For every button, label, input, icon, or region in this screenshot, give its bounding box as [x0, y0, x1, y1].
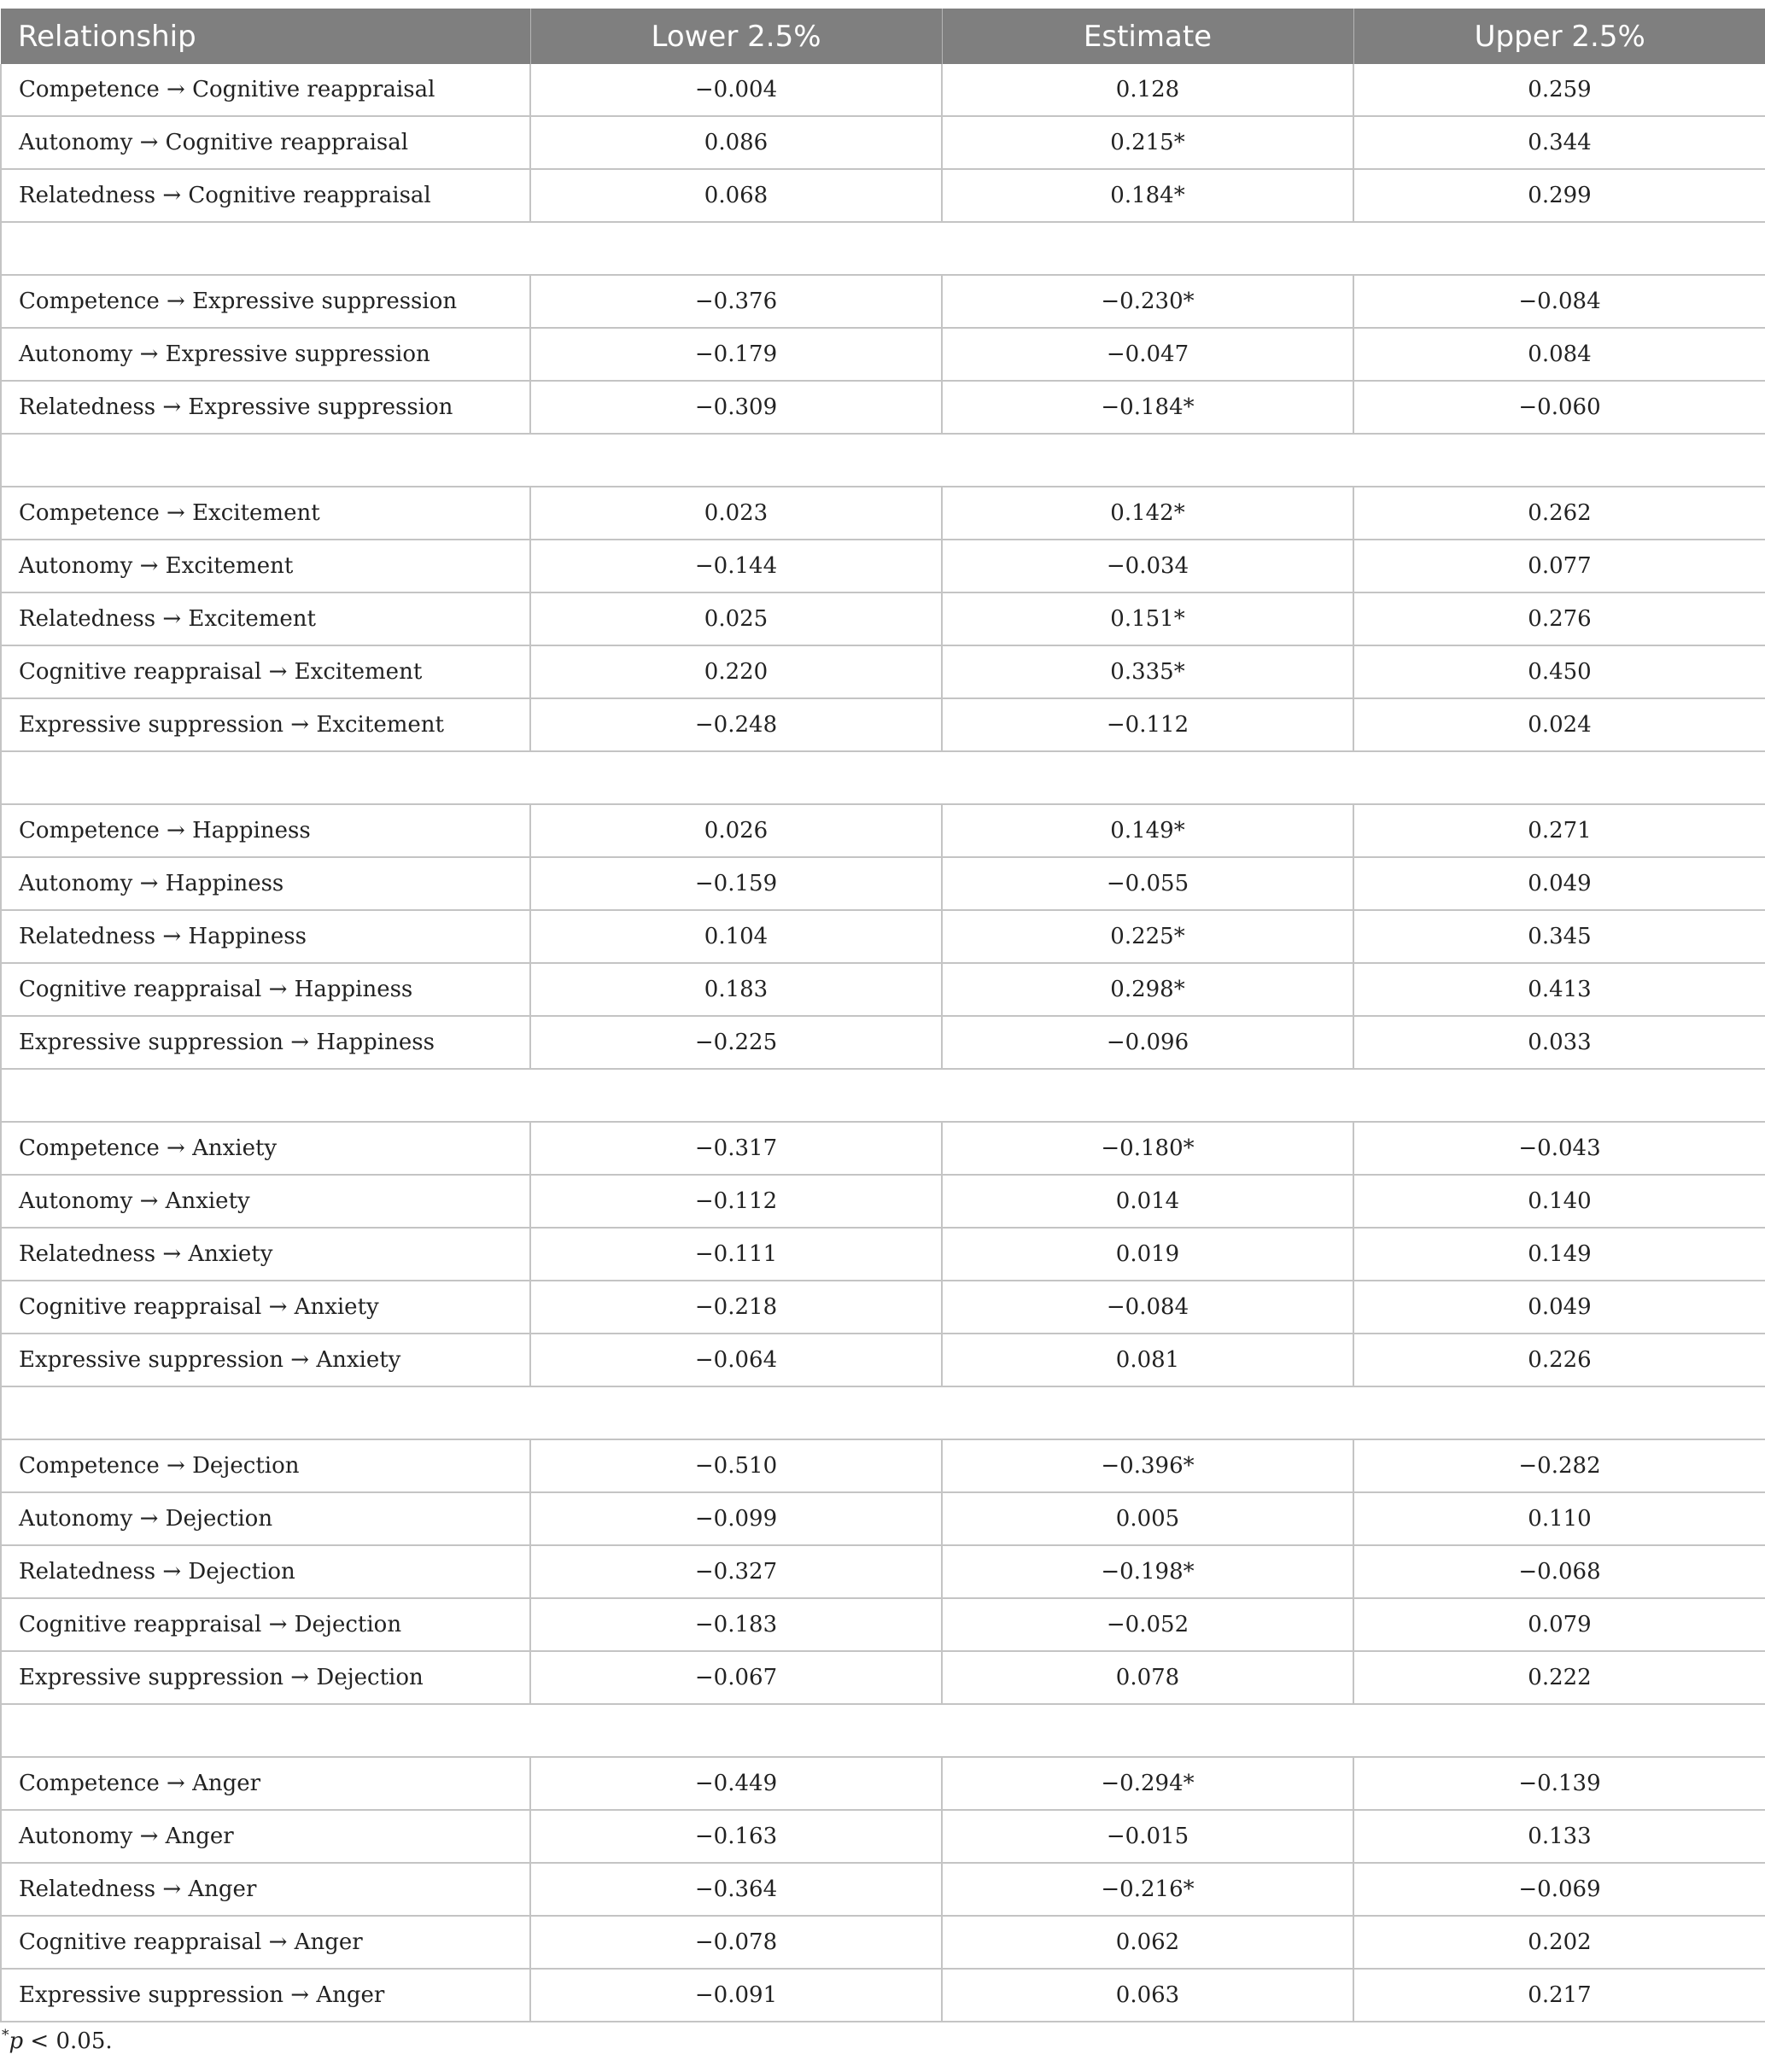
cell-lower: −0.510 — [530, 1439, 942, 1492]
cell-estimate: 0.062 — [942, 1916, 1353, 1969]
cell-relationship: Autonomy → Anger — [1, 1810, 530, 1863]
cell-estimate: 0.078 — [942, 1651, 1353, 1704]
table-row — [1, 645, 1765, 698]
cell-upper: 0.259 — [1353, 64, 1765, 116]
cell-relationship: Cognitive reappraisal → Excitement — [1, 645, 530, 698]
table-row — [1, 1175, 1765, 1228]
cell-relationship: Relatedness → Expressive suppression — [1, 381, 530, 434]
cell-relationship: Expressive suppression → Dejection — [1, 1651, 530, 1704]
group-separator-cell — [1, 1386, 1765, 1439]
table-row — [1, 698, 1765, 751]
cell-relationship: Expressive suppression → Excitement — [1, 698, 530, 751]
cell-estimate: −0.052 — [942, 1598, 1353, 1651]
cell-lower: −0.327 — [530, 1545, 942, 1598]
cell-estimate: −0.184* — [942, 381, 1353, 434]
header-upper: Upper 2.5% — [1353, 9, 1765, 64]
cell-relationship: Relatedness → Anxiety — [1, 1228, 530, 1281]
cell-lower: −0.183 — [530, 1598, 942, 1651]
cell-lower: −0.112 — [530, 1175, 942, 1228]
cell-estimate: 0.335* — [942, 645, 1353, 698]
cell-lower: 0.025 — [530, 592, 942, 645]
cell-upper: −0.139 — [1353, 1757, 1765, 1810]
group-separator-cell — [1, 1704, 1765, 1757]
cell-lower: −0.078 — [530, 1916, 942, 1969]
table-body — [1, 64, 1765, 2022]
cell-relationship: Cognitive reappraisal → Anger — [1, 1916, 530, 1969]
cell-relationship: Competence → Happiness — [1, 804, 530, 857]
table-row — [1, 1810, 1765, 1863]
cell-relationship: Relatedness → Cognitive reappraisal — [1, 169, 530, 222]
group-separator-cell — [1, 1069, 1765, 1122]
table-row — [1, 1439, 1765, 1492]
group-separator-row — [1, 434, 1765, 487]
table-row — [1, 487, 1765, 540]
table-row — [1, 1016, 1765, 1069]
cell-lower: −0.317 — [530, 1122, 942, 1175]
header-estimate: Estimate — [942, 9, 1353, 64]
cell-upper: 0.345 — [1353, 910, 1765, 963]
cell-upper: 0.140 — [1353, 1175, 1765, 1228]
cell-estimate: −0.084 — [942, 1281, 1353, 1334]
table-footnote — [2, 2028, 113, 2054]
table-row — [1, 1651, 1765, 1704]
table-row — [1, 275, 1765, 328]
cell-upper: 0.271 — [1353, 804, 1765, 857]
table-row — [1, 1863, 1765, 1916]
cell-upper: 0.344 — [1353, 116, 1765, 169]
group-separator-row — [1, 1069, 1765, 1122]
cell-upper: 0.222 — [1353, 1651, 1765, 1704]
cell-relationship: Autonomy → Expressive suppression — [1, 328, 530, 381]
cell-relationship: Relatedness → Happiness — [1, 910, 530, 963]
cell-lower: −0.004 — [530, 64, 942, 116]
cell-lower: −0.159 — [530, 857, 942, 910]
cell-upper: 0.049 — [1353, 857, 1765, 910]
cell-lower: −0.064 — [530, 1334, 942, 1386]
cell-upper: −0.084 — [1353, 275, 1765, 328]
cell-upper: 0.202 — [1353, 1916, 1765, 1969]
cell-lower: −0.111 — [530, 1228, 942, 1281]
header-relationship: Relationship — [1, 9, 530, 64]
cell-upper: 0.226 — [1353, 1334, 1765, 1386]
cell-upper: 0.413 — [1353, 963, 1765, 1016]
cell-relationship: Expressive suppression → Anger — [1, 1969, 530, 2022]
table-row — [1, 1228, 1765, 1281]
cell-estimate: −0.198* — [942, 1545, 1353, 1598]
cell-estimate: 0.081 — [942, 1334, 1353, 1386]
cell-upper: 0.033 — [1353, 1016, 1765, 1069]
cell-upper: −0.282 — [1353, 1439, 1765, 1492]
cell-estimate: 0.298* — [942, 963, 1353, 1016]
cell-upper: 0.299 — [1353, 169, 1765, 222]
cell-estimate: 0.215* — [942, 116, 1353, 169]
cell-relationship: Cognitive reappraisal → Happiness — [1, 963, 530, 1016]
cell-estimate: −0.180* — [942, 1122, 1353, 1175]
cell-upper: 0.133 — [1353, 1810, 1765, 1863]
cell-lower: −0.218 — [530, 1281, 942, 1334]
group-separator-cell — [1, 751, 1765, 804]
cell-lower: −0.449 — [530, 1757, 942, 1810]
group-separator-row — [1, 1386, 1765, 1439]
cell-estimate: 0.184* — [942, 169, 1353, 222]
cell-estimate: 0.019 — [942, 1228, 1353, 1281]
cell-estimate: 0.225* — [942, 910, 1353, 963]
results-table — [0, 9, 1765, 2022]
cell-estimate: −0.015 — [942, 1810, 1353, 1863]
cell-estimate: −0.396* — [942, 1439, 1353, 1492]
table-row — [1, 540, 1765, 592]
cell-estimate: 0.128 — [942, 64, 1353, 116]
table-row — [1, 1598, 1765, 1651]
cell-upper: −0.069 — [1353, 1863, 1765, 1916]
cell-upper: 0.110 — [1353, 1492, 1765, 1545]
cell-upper: 0.024 — [1353, 698, 1765, 751]
cell-lower: 0.183 — [530, 963, 942, 1016]
cell-lower: 0.026 — [530, 804, 942, 857]
cell-estimate: −0.047 — [942, 328, 1353, 381]
table-row — [1, 857, 1765, 910]
cell-relationship: Autonomy → Happiness — [1, 857, 530, 910]
cell-upper: 0.276 — [1353, 592, 1765, 645]
cell-relationship: Competence → Cognitive reappraisal — [1, 64, 530, 116]
table-row — [1, 804, 1765, 857]
table-row — [1, 1545, 1765, 1598]
cell-relationship: Autonomy → Cognitive reappraisal — [1, 116, 530, 169]
cell-estimate: −0.096 — [942, 1016, 1353, 1069]
cell-relationship: Cognitive reappraisal → Dejection — [1, 1598, 530, 1651]
cell-estimate: 0.005 — [942, 1492, 1353, 1545]
cell-estimate: 0.151* — [942, 592, 1353, 645]
cell-relationship: Relatedness → Excitement — [1, 592, 530, 645]
cell-lower: −0.067 — [530, 1651, 942, 1704]
group-separator-row — [1, 751, 1765, 804]
cell-estimate: −0.230* — [942, 275, 1353, 328]
cell-estimate: 0.063 — [942, 1969, 1353, 2022]
cell-lower: −0.144 — [530, 540, 942, 592]
table-row — [1, 169, 1765, 222]
table-row — [1, 963, 1765, 1016]
table-row — [1, 1969, 1765, 2022]
cell-lower: 0.068 — [530, 169, 942, 222]
cell-relationship: Competence → Anger — [1, 1757, 530, 1810]
table-row — [1, 592, 1765, 645]
cell-upper: 0.450 — [1353, 645, 1765, 698]
footnote-symbol: p — [9, 2028, 24, 2054]
table-row — [1, 328, 1765, 381]
cell-lower: 0.023 — [530, 487, 942, 540]
table-row — [1, 1122, 1765, 1175]
footnote-marker: * — [2, 2027, 9, 2044]
cell-relationship: Competence → Anxiety — [1, 1122, 530, 1175]
table-row — [1, 381, 1765, 434]
table-row — [1, 116, 1765, 169]
cell-lower: 0.220 — [530, 645, 942, 698]
table-row — [1, 1757, 1765, 1810]
table-header — [1, 9, 1765, 64]
cell-upper: 0.077 — [1353, 540, 1765, 592]
table-row — [1, 64, 1765, 116]
cell-estimate: 0.142* — [942, 487, 1353, 540]
table-container — [0, 9, 1765, 2022]
cell-estimate: −0.034 — [942, 540, 1353, 592]
cell-lower: 0.104 — [530, 910, 942, 963]
cell-lower: −0.248 — [530, 698, 942, 751]
cell-relationship: Cognitive reappraisal → Anxiety — [1, 1281, 530, 1334]
cell-estimate: 0.149* — [942, 804, 1353, 857]
cell-lower: −0.225 — [530, 1016, 942, 1069]
cell-relationship: Relatedness → Dejection — [1, 1545, 530, 1598]
table-row — [1, 1916, 1765, 1969]
cell-upper: 0.217 — [1353, 1969, 1765, 2022]
cell-lower: −0.179 — [530, 328, 942, 381]
header-lower: Lower 2.5% — [530, 9, 942, 64]
group-separator-row — [1, 1704, 1765, 1757]
footnote-text: < 0.05. — [23, 2028, 113, 2054]
table-row — [1, 1281, 1765, 1334]
group-separator-row — [1, 222, 1765, 275]
cell-lower: −0.163 — [530, 1810, 942, 1863]
cell-estimate: −0.294* — [942, 1757, 1353, 1810]
cell-relationship: Competence → Expressive suppression — [1, 275, 530, 328]
cell-lower: −0.099 — [530, 1492, 942, 1545]
cell-upper: 0.149 — [1353, 1228, 1765, 1281]
cell-upper: −0.043 — [1353, 1122, 1765, 1175]
table-row — [1, 1492, 1765, 1545]
cell-relationship: Autonomy → Excitement — [1, 540, 530, 592]
cell-relationship: Competence → Excitement — [1, 487, 530, 540]
header-row — [1, 9, 1765, 64]
cell-lower: −0.376 — [530, 275, 942, 328]
cell-estimate: −0.216* — [942, 1863, 1353, 1916]
cell-relationship: Autonomy → Anxiety — [1, 1175, 530, 1228]
cell-upper: 0.079 — [1353, 1598, 1765, 1651]
cell-upper: 0.084 — [1353, 328, 1765, 381]
cell-upper: −0.060 — [1353, 381, 1765, 434]
cell-upper: 0.049 — [1353, 1281, 1765, 1334]
group-separator-cell — [1, 222, 1765, 275]
cell-relationship: Relatedness → Anger — [1, 1863, 530, 1916]
cell-upper: 0.262 — [1353, 487, 1765, 540]
cell-lower: −0.309 — [530, 381, 942, 434]
cell-relationship: Expressive suppression → Anxiety — [1, 1334, 530, 1386]
cell-estimate: −0.055 — [942, 857, 1353, 910]
cell-relationship: Competence → Dejection — [1, 1439, 530, 1492]
cell-lower: −0.091 — [530, 1969, 942, 2022]
cell-lower: 0.086 — [530, 116, 942, 169]
cell-relationship: Autonomy → Dejection — [1, 1492, 530, 1545]
cell-estimate: 0.014 — [942, 1175, 1353, 1228]
group-separator-cell — [1, 434, 1765, 487]
cell-estimate: −0.112 — [942, 698, 1353, 751]
table-row — [1, 910, 1765, 963]
table-row — [1, 1334, 1765, 1386]
cell-relationship: Expressive suppression → Happiness — [1, 1016, 530, 1069]
cell-lower: −0.364 — [530, 1863, 942, 1916]
cell-upper: −0.068 — [1353, 1545, 1765, 1598]
